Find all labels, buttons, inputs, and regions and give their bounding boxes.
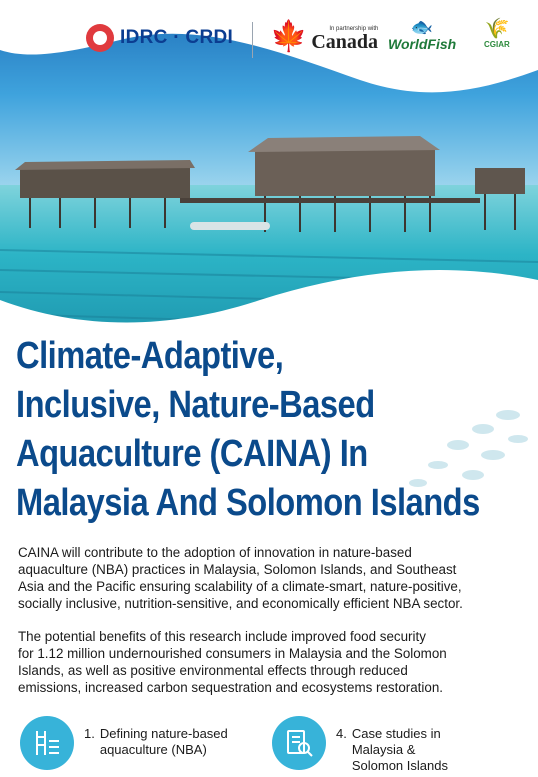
page-title bbox=[16, 332, 480, 528]
paragraph-line: CAINA will contribute to the adoption of innovation in nature-based bbox=[18, 545, 412, 560]
worldfish-wordmark: WorldFish bbox=[388, 36, 457, 52]
paragraph-line: for 1.12 million undernourished consumers in Malaysia and the Solomon bbox=[18, 646, 447, 661]
canada-logo bbox=[270, 22, 378, 52]
cgiar-wordmark: CGIAR bbox=[484, 40, 510, 49]
logo-divider bbox=[252, 22, 253, 58]
list-item bbox=[272, 716, 448, 774]
item-text-line: Solomon Islands bbox=[351, 758, 448, 773]
paragraph-line: Islands, as well as positive environmental effects through reduced bbox=[18, 663, 408, 678]
document-search-icon bbox=[272, 716, 326, 770]
maple-leaf-icon: 🍁 bbox=[270, 20, 308, 53]
cgiar-wheat-icon: 🌾 bbox=[484, 18, 510, 40]
partnership-text: In partnership with bbox=[329, 26, 379, 32]
benefits-paragraph bbox=[18, 628, 524, 696]
idrc-logo-text: IDRC · CRDI bbox=[120, 27, 234, 48]
title-line: Inclusive, Nature-Based bbox=[16, 384, 375, 426]
title-line: Climate-Adaptive, bbox=[16, 335, 284, 377]
paragraph-line: The potential benefits of this research include improved food security bbox=[18, 629, 426, 644]
item-text-line: aquaculture (NBA) bbox=[99, 742, 207, 757]
paragraph-line: Asia and the Pacific ensuring scalability of a climate-smart, nature-positive, bbox=[18, 579, 462, 594]
paragraph-line: aquaculture (NBA) practices in Malaysia, Solomon Islands, and Southeast bbox=[18, 562, 457, 577]
worldfish-fish-icon: 🐟 bbox=[410, 17, 434, 37]
list-item bbox=[20, 716, 228, 770]
idrc-mark-icon bbox=[86, 24, 114, 52]
title-line: Aquaculture (CAINA) In bbox=[16, 433, 368, 475]
canada-wordmark: Canada bbox=[311, 31, 379, 53]
cgiar-logo bbox=[484, 18, 510, 49]
paragraph-line: emissions, increased carbon sequestration and ecosystems restoration. bbox=[18, 680, 443, 695]
paragraph-line: socially inclusive, nutrition-sensitive, and economically efficient NBA sector. bbox=[18, 596, 463, 611]
idrc-logo bbox=[86, 24, 233, 52]
item-number: 1. bbox=[84, 726, 95, 741]
logo-bar bbox=[0, 0, 538, 80]
farm-structure-icon bbox=[20, 716, 74, 770]
item-text-line: Defining nature-based bbox=[99, 726, 228, 741]
item-text-line: Case studies in bbox=[351, 726, 441, 741]
item-number: 4. bbox=[336, 726, 347, 741]
worldfish-logo bbox=[388, 18, 456, 52]
intro-paragraph bbox=[18, 544, 524, 612]
item-text-line: Malaysia & bbox=[351, 742, 416, 757]
title-line: Malaysia And Solomon Islands bbox=[16, 482, 480, 524]
